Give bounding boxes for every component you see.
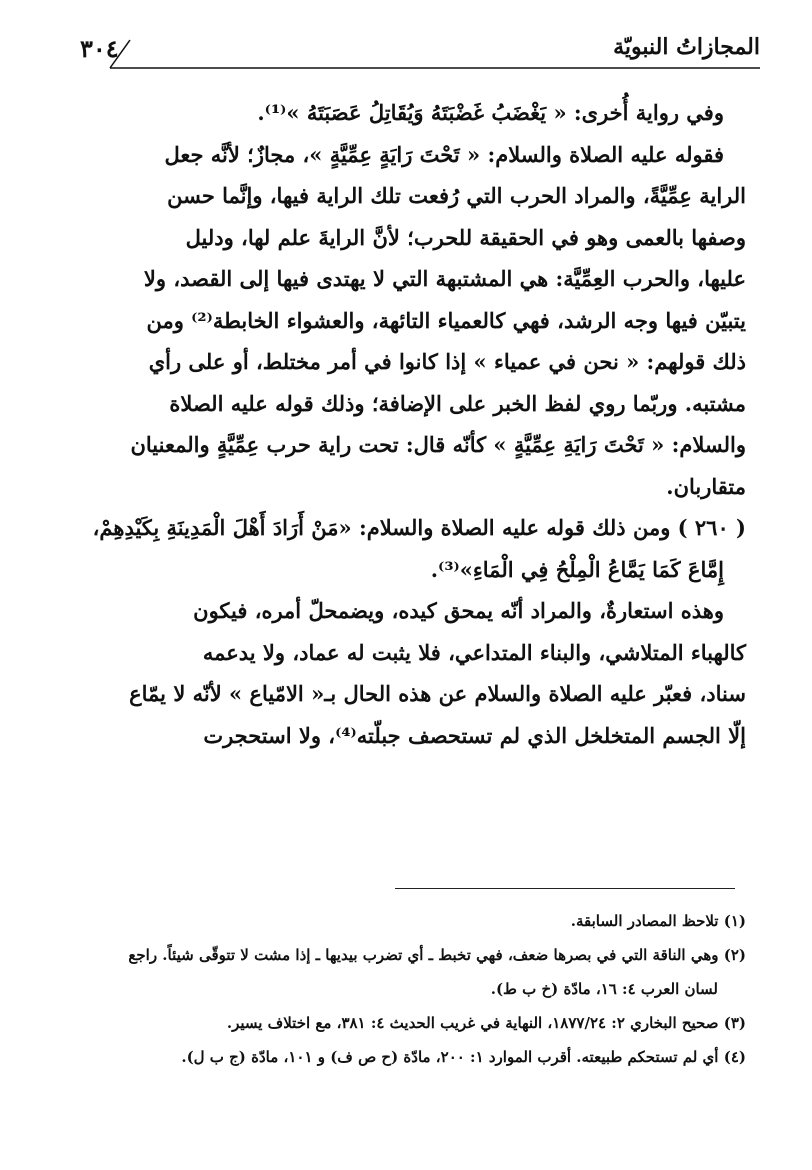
hadith-text: ومن ذلك قوله عليه الصلاة والسلام: «مَنْ أَرَادَ أَهْلَ الْمَدِينَةِ بِكَيْدِهِمْ،: [92, 515, 671, 540]
footnote-text: لسان العرب ٤: ١٦، مادّة (خ ب ط).: [490, 980, 718, 998]
text-line: وهذه استعارةٌ، والمراد أنّه يمحق كيده، ويضمحلّ أمره، فيكون: [193, 598, 724, 623]
text-line: وصفها بالعمى وهو في الحقيقة للحرب؛ لأنَّ الرايةَ علم لها، ودليل: [185, 224, 746, 250]
footnote: [66, 1040, 746, 1074]
hadith-heading: [66, 507, 746, 549]
footnote-number: (٣): [723, 1014, 746, 1032]
text-line: يتبيّن فيها وجه الرشد، فهي كالعمياء التائهة، والعشواء الخابطة⁽²⁾ ومن: [146, 307, 746, 333]
text-line: الراية عِمِّيَّةً، والمراد الحرب التي رُفعت تلك الراية فيها، وإنَّما حسن: [167, 183, 746, 208]
text-line: ذلك قولهم: « نحن في عمياء » إذا كانوا في أمر مختلط، أو على رأي: [148, 349, 746, 374]
text-line: سناد، فعبّر عليه الصلاة والسلام عن هذه الحال بـ« الامّياع » لأنّه لا يمّاع: [129, 681, 746, 706]
hadith-number: ( ٢٦٠ ): [677, 515, 746, 540]
book-title: المجازاتُ النبويّة: [613, 34, 760, 60]
page-number: ٣٠٤: [80, 34, 119, 63]
text-line: فقوله عليه الصلاة والسلام: « تَحْتَ رَايَةٍ عِمِّيَّةٍ »، مجازٌ؛ لأنَّه جعل: [164, 141, 724, 167]
footnote-divider: [395, 888, 735, 889]
text-line: عليها، والحرب العِمِّيَّة: هي المشتبهة التي لا يهتدى فيها إلى القصد، ولا: [143, 266, 746, 291]
page-header: [60, 34, 760, 74]
footnote: [66, 904, 746, 938]
text-line: متقاربان.: [666, 473, 746, 499]
footnote-number: (٢): [723, 946, 746, 964]
text-line: كالهباء المتلاشي، والبناء المتداعي، فلا يثبت له عماد، ولا يدعمه: [202, 639, 746, 665]
footnote: [66, 1006, 746, 1040]
footnote-text: صحيح البخاري ٢: ١٨٧٧/٢٤، النهاية في غريب الحديث ٤: ٣٨١، مع اختلاف يسير.: [226, 1014, 719, 1032]
footnote-text: تلاحظ المصادر السابقة.: [570, 912, 719, 930]
hadith-text-cont: إِمَّاعَ كَمَا يَمَّاعُ الْمِلْحُ فِي الْمَاءِ»⁽³⁾.: [430, 556, 724, 582]
main-text: [66, 92, 746, 756]
text-line: إلّا الجسم المتخلخل الذي لم تستحصف جبلّته⁽⁴⁾، ولا استحجرت: [203, 722, 746, 748]
footnote-text: أي لم تستحكم طبيعته. أقرب الموارد ١: ٢٠٠، مادّة (ح ص ف) و ١٠١، مادّة (ج ب ل).: [181, 1048, 719, 1066]
footnote-cont: [66, 972, 746, 1006]
footnote: [66, 938, 746, 972]
footnote-number: (١): [723, 912, 746, 930]
text-line: والسلام: « تَحْتَ رَايَةِ عِمِّيَّةٍ » كأنّه قال: تحت راية حرب عِمِّيَّةٍ والمعنيان: [130, 432, 746, 457]
footnote-text: وهي الناقة التي في بصرها ضعف، فهي تخبط ـ أي تضرب بيديها ـ إذا مشت لا تتوقّى شيئاً. راجع: [128, 946, 719, 964]
text-line: مشتبه. وربّما روي لفظ الخبر على الإضافة؛ وذلك قوله عليه الصلاة: [169, 390, 746, 416]
text-line: وفي رواية أُخرى: « يَغْضَبُ غَضْبَتَهُ وَيُقَاتِلُ عَصَبَتَهُ »⁽¹⁾.: [257, 100, 724, 125]
footnote-number: (٤): [723, 1048, 746, 1066]
footnotes: [66, 904, 746, 1074]
